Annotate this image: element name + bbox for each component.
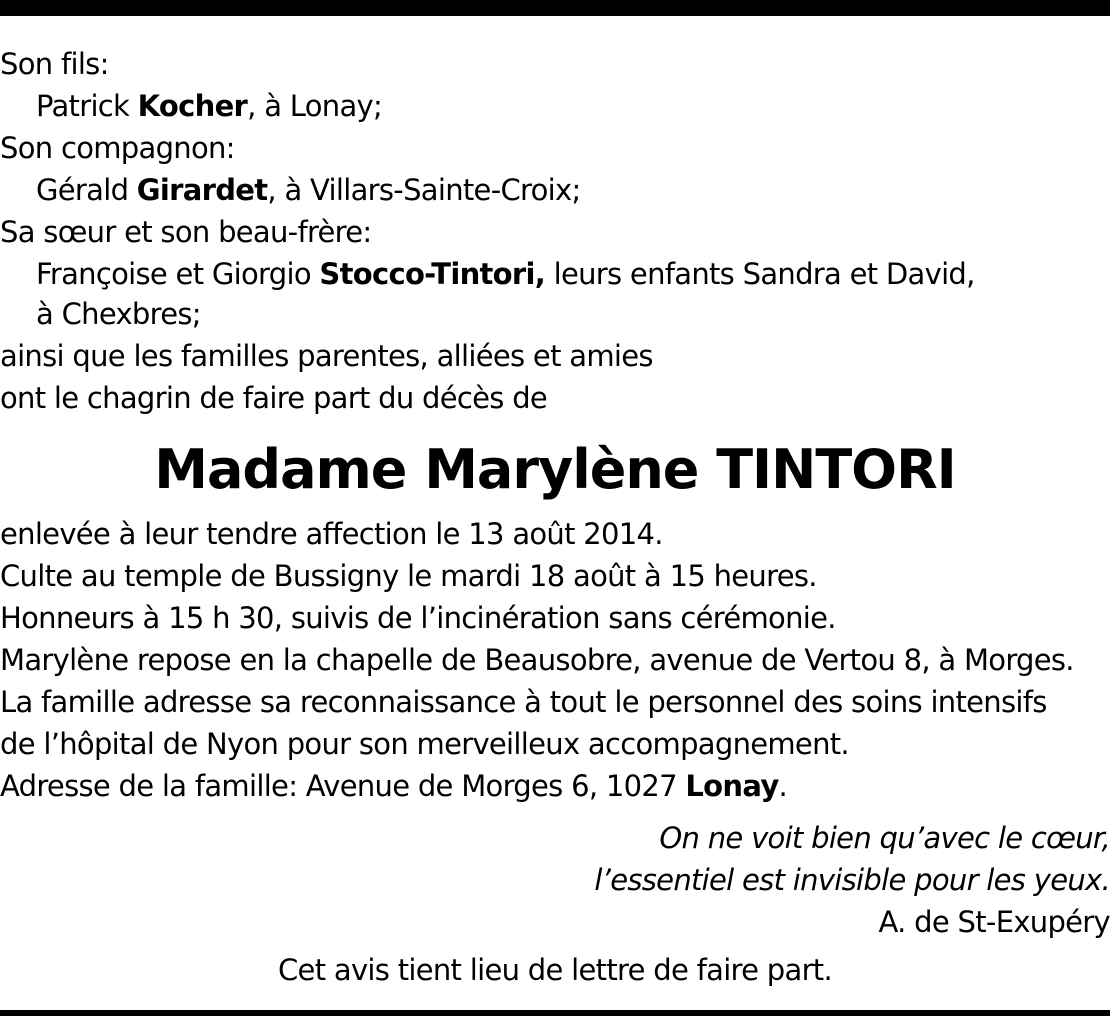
detail-honours: Honneurs à 15 h 30, suivis de l’incinération sans cérémonie. (0, 601, 836, 635)
sister-line (36, 254, 975, 294)
top-rule (0, 0, 1110, 16)
footer-note: Cet avis tient lieu de lettre de faire part. (278, 953, 832, 987)
detail-chapel: Marylène repose en la chapelle de Beausobre, avenue de Vertou 8, à Morges. (0, 643, 1074, 677)
son-place: , à Lonay; (247, 89, 383, 123)
quote-line-1: On ne voit bien qu’avec le cœur, (659, 821, 1110, 855)
detail-thanks-cont: de l’hôpital de Nyon pour son merveilleux accompagnement. (0, 727, 849, 761)
families-line: ainsi que les familles parentes, alliées et amies (0, 339, 653, 373)
address-city: Lonay (685, 769, 779, 803)
address-end: . (778, 769, 788, 803)
companion-label: Son compagnon: (0, 131, 235, 165)
sister-children: leurs enfants Sandra et David, (545, 257, 975, 291)
companion-first-name: Gérald (36, 173, 137, 207)
son-line (36, 86, 382, 126)
son-label: Son fils: (0, 47, 109, 81)
deceased-name: Madame Marylène TINTORI (154, 438, 956, 501)
detail-service: Culte au temple de Bussigny le mardi 18 août à 15 heures. (0, 559, 817, 593)
sister-first-names: Françoise et Giorgio (36, 257, 320, 291)
son-last-name: Kocher (137, 89, 248, 123)
detail-date: enlevée à leur tendre affection le 13 août 2014. (0, 517, 663, 551)
companion-place: , à Villars-Sainte-Croix; (267, 173, 581, 207)
companion-line (36, 170, 581, 210)
family-address (0, 766, 787, 806)
quote-author: A. de St-Exupéry (878, 905, 1110, 939)
sister-last-name: Stocco-Tintori, (319, 257, 546, 291)
detail-thanks: La famille adresse sa reconnaissance à tout le personnel des soins intensifs (0, 685, 1047, 719)
sister-place: à Chexbres; (36, 297, 201, 331)
quote-line-2: l’essentiel est invisible pour les yeux. (594, 863, 1110, 897)
son-first-name: Patrick (36, 89, 138, 123)
companion-last-name: Girardet (136, 173, 268, 207)
bottom-rule (0, 1010, 1110, 1016)
address-prefix: Adresse de la famille: Avenue de Morges 6, 1027 (0, 769, 686, 803)
announce-line: ont le chagrin de faire part du décès de (0, 381, 548, 415)
sister-label: Sa sœur et son beau-frère: (0, 215, 372, 249)
